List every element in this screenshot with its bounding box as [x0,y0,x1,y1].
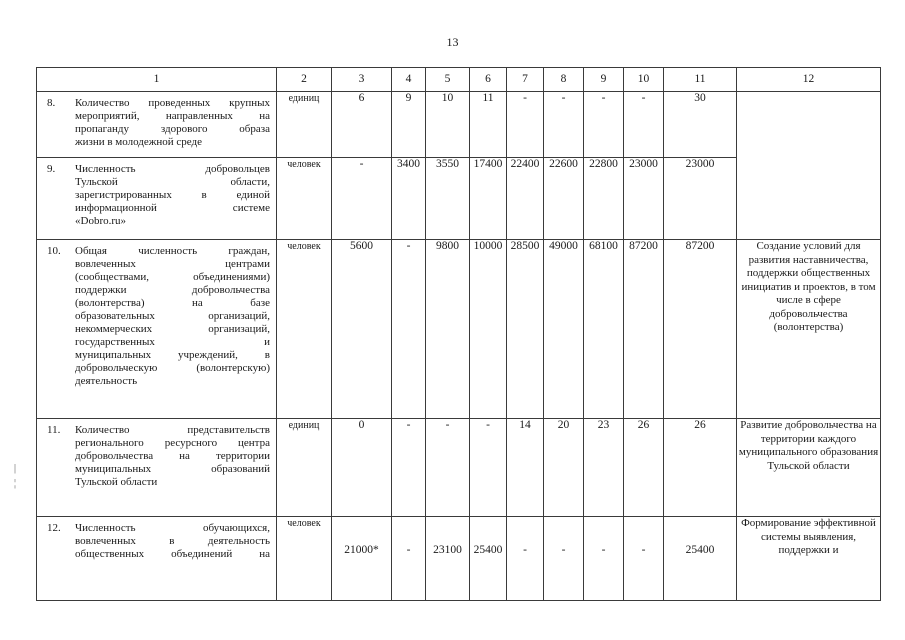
indicator-name-line: жизни в молодежной среде [75,136,202,148]
indicator-name-line: муниципальных образований [75,463,270,475]
indicator-name-line: муниципальных учреждений, в [75,349,270,361]
value-cell: 23000 [664,158,737,240]
value-cell: - [544,92,584,158]
column-header: 3 [332,68,392,92]
value-cell: 0 [332,419,392,517]
indicator-name [75,522,270,561]
value-cell: 22800 [584,158,624,240]
goal-cell: Развитие добровольчества на территории каждого муниципального образования Тульской области [737,419,881,517]
value-cell: 26 [624,419,664,517]
row-number: 12. [47,522,61,534]
column-header: 2 [277,68,332,92]
indicator-name-line: вовлеченных центрами [75,258,270,270]
value-cell: - [426,419,470,517]
value-cell: 10 [426,92,470,158]
value-cell: 6 [332,92,392,158]
indicator-name-line: Количество представительств [75,424,270,436]
value-cell: 49000 [544,240,584,419]
indicator-name-line: (волонтерства) на базе [75,297,270,309]
indicator-name-line: деятельность [75,375,138,387]
value-cell: 14 [507,419,544,517]
indicator-name-cell [37,240,277,419]
indicator-name-line: государственных и [75,336,270,348]
row-number: 9. [47,163,56,175]
indicator-name-line: зарегистрированных в единой [75,189,270,201]
value-cell: 11 [470,92,507,158]
indicator-name-line: общественных объединений на [75,548,270,560]
indicator-name-line: «Dobro.ru» [75,215,127,227]
value-cell: 23000 [624,158,664,240]
indicator-name-cell [37,92,277,158]
row-number: 11. [47,424,61,436]
column-header: 12 [737,68,881,92]
value-cell: 22400 [507,158,544,240]
value-cell: - [392,517,426,601]
column-header: 9 [584,68,624,92]
indicator-name-line: пропаганду здорового образа [75,123,270,135]
indicator-name-cell [37,419,277,517]
indicator-name-line: Тульской области, [75,176,270,188]
column-header: 1 [37,68,277,92]
indicator-name-line: Тульской области [75,476,158,488]
value-cell: 20 [544,419,584,517]
goal-cell [737,92,881,240]
table-row [37,517,881,601]
indicator-name-line: регионального ресурсного центра [75,437,270,449]
value-cell: 21000* [332,517,392,601]
indicator-name-line: добровольческую (волонтерскую) [75,362,270,374]
value-cell: - [624,92,664,158]
indicator-name-cell [37,158,277,240]
value-cell: 9800 [426,240,470,419]
margin-mark: | [14,463,17,474]
value-cell: 25400 [664,517,737,601]
indicator-name-line: Численность обучающихся, [75,522,270,534]
indicator-name-line: добровольчества на территории [75,450,270,462]
indicator-name-line: некоммерческих организаций, [75,323,270,335]
value-cell: - [544,517,584,601]
value-cell: 26 [664,419,737,517]
value-cell: 68100 [584,240,624,419]
unit-cell: человек [277,158,332,240]
value-cell: 87200 [624,240,664,419]
table-row [37,240,881,419]
indicator-name-line: информационной системе [75,202,270,214]
indicators-table [36,67,881,601]
indicator-name-cell [37,517,277,601]
value-cell: 28500 [507,240,544,419]
value-cell: - [470,419,507,517]
unit-cell: единиц [277,92,332,158]
value-cell: 23 [584,419,624,517]
indicator-name-line: поддержки добровольчества [75,284,270,296]
table-row [37,92,881,158]
value-cell: 23100 [426,517,470,601]
value-cell: 9 [392,92,426,158]
column-header: 7 [507,68,544,92]
indicator-name-line: Численность добровольцев [75,163,270,175]
value-cell: - [392,419,426,517]
indicator-name-line: (сообществами, объединениями) [75,271,270,283]
column-header: 10 [624,68,664,92]
table-row [37,419,881,517]
indicator-name-line: мероприятий, направленных на [75,110,270,122]
value-cell: - [624,517,664,601]
indicator-name [75,97,270,149]
value-cell: - [392,240,426,419]
value-cell: - [332,158,392,240]
row-number: 8. [47,97,56,109]
column-header: 5 [426,68,470,92]
value-cell: 30 [664,92,737,158]
column-header: 8 [544,68,584,92]
indicator-name-line: Количество проведенных крупных [75,97,270,109]
indicator-name [75,245,270,388]
indicator-name-line: образовательных организаций, [75,310,270,322]
unit-cell: человек [277,517,332,601]
indicator-name-line: вовлеченных в деятельность [75,535,270,547]
indicator-name-line: Общая численность граждан, [75,245,270,257]
value-cell: 25400 [470,517,507,601]
value-cell: 3400 [392,158,426,240]
header-row [37,68,881,92]
column-header: 4 [392,68,426,92]
page-number: 13 [446,35,459,49]
value-cell: 17400 [470,158,507,240]
value-cell: 5600 [332,240,392,419]
value-cell: 22600 [544,158,584,240]
row-number: 10. [47,245,61,257]
indicator-name [75,163,270,228]
value-cell: 10000 [470,240,507,419]
value-cell: - [507,92,544,158]
unit-cell: единиц [277,419,332,517]
value-cell: 3550 [426,158,470,240]
unit-cell: человек [277,240,332,419]
goal-cell: Создание условий для развития наставничества, поддержки общественных инициатив и проектов, в том числе в сфере добровольчества (волонтерства) [737,240,881,419]
value-cell: - [584,92,624,158]
column-header: 6 [470,68,507,92]
value-cell: 87200 [664,240,737,419]
value-cell: - [507,517,544,601]
value-cell: - [584,517,624,601]
indicator-name [75,424,270,489]
margin-mark: ¦ [14,478,17,489]
column-header: 11 [664,68,737,92]
goal-cell: Формирование эффективной системы выявления, поддержки и [737,517,881,601]
